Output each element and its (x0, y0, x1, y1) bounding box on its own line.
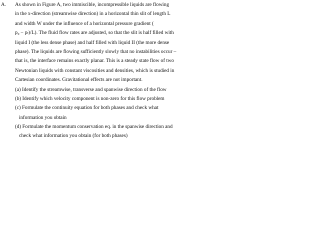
question-line-1: A. As shown in Figure A, two immiscible, incompressible liquids are flowing (1, 1, 199, 10)
question-line-7: that is, the interface remains exactly planar. This is a steady state flow of two (15, 58, 174, 65)
question-line-4: p₀ − pₗ)/L). The fluid flow rates are adjusted, so that the slit is half filled with (15, 30, 174, 37)
question-line-5: liquid I (the less dense phase) and half filled with liquid II (the more dense (15, 39, 170, 46)
part-d-cont: check what information you obtain (for both phases) (19, 133, 128, 140)
part-b: (b) Identify which velocity component is non-zero for this flow problem (15, 95, 165, 102)
question-line-3: and width W under the influence of a horizontal pressure gradient ( (15, 20, 154, 27)
question-line-8: Newtonian liquids with constant viscosities and densities, which is studied in (15, 67, 175, 74)
question-line-6: phase). The liquids are flowing sufficiently slowly that no instabilities occur – (15, 48, 177, 55)
question-line-9: Cartesian coordinates. Gravitational effects are not important. (15, 77, 143, 84)
question-text-block (1, 1, 199, 142)
part-c-cont: information you obtain (19, 114, 67, 121)
question-line-2: in the x-direction (streamwise direction) in a horizontal thin slit of length L (15, 11, 171, 18)
question-label: A. (1, 2, 7, 8)
part-a: (a) Identify the streamwise, transverse and spanwise direction of the flow (15, 86, 167, 93)
part-d: (d) Formulate the momentum conservation eq. in the spanwise direction and (15, 124, 173, 131)
part-c: (c) Formulate the continuity equation for both phases and check what (15, 105, 159, 112)
